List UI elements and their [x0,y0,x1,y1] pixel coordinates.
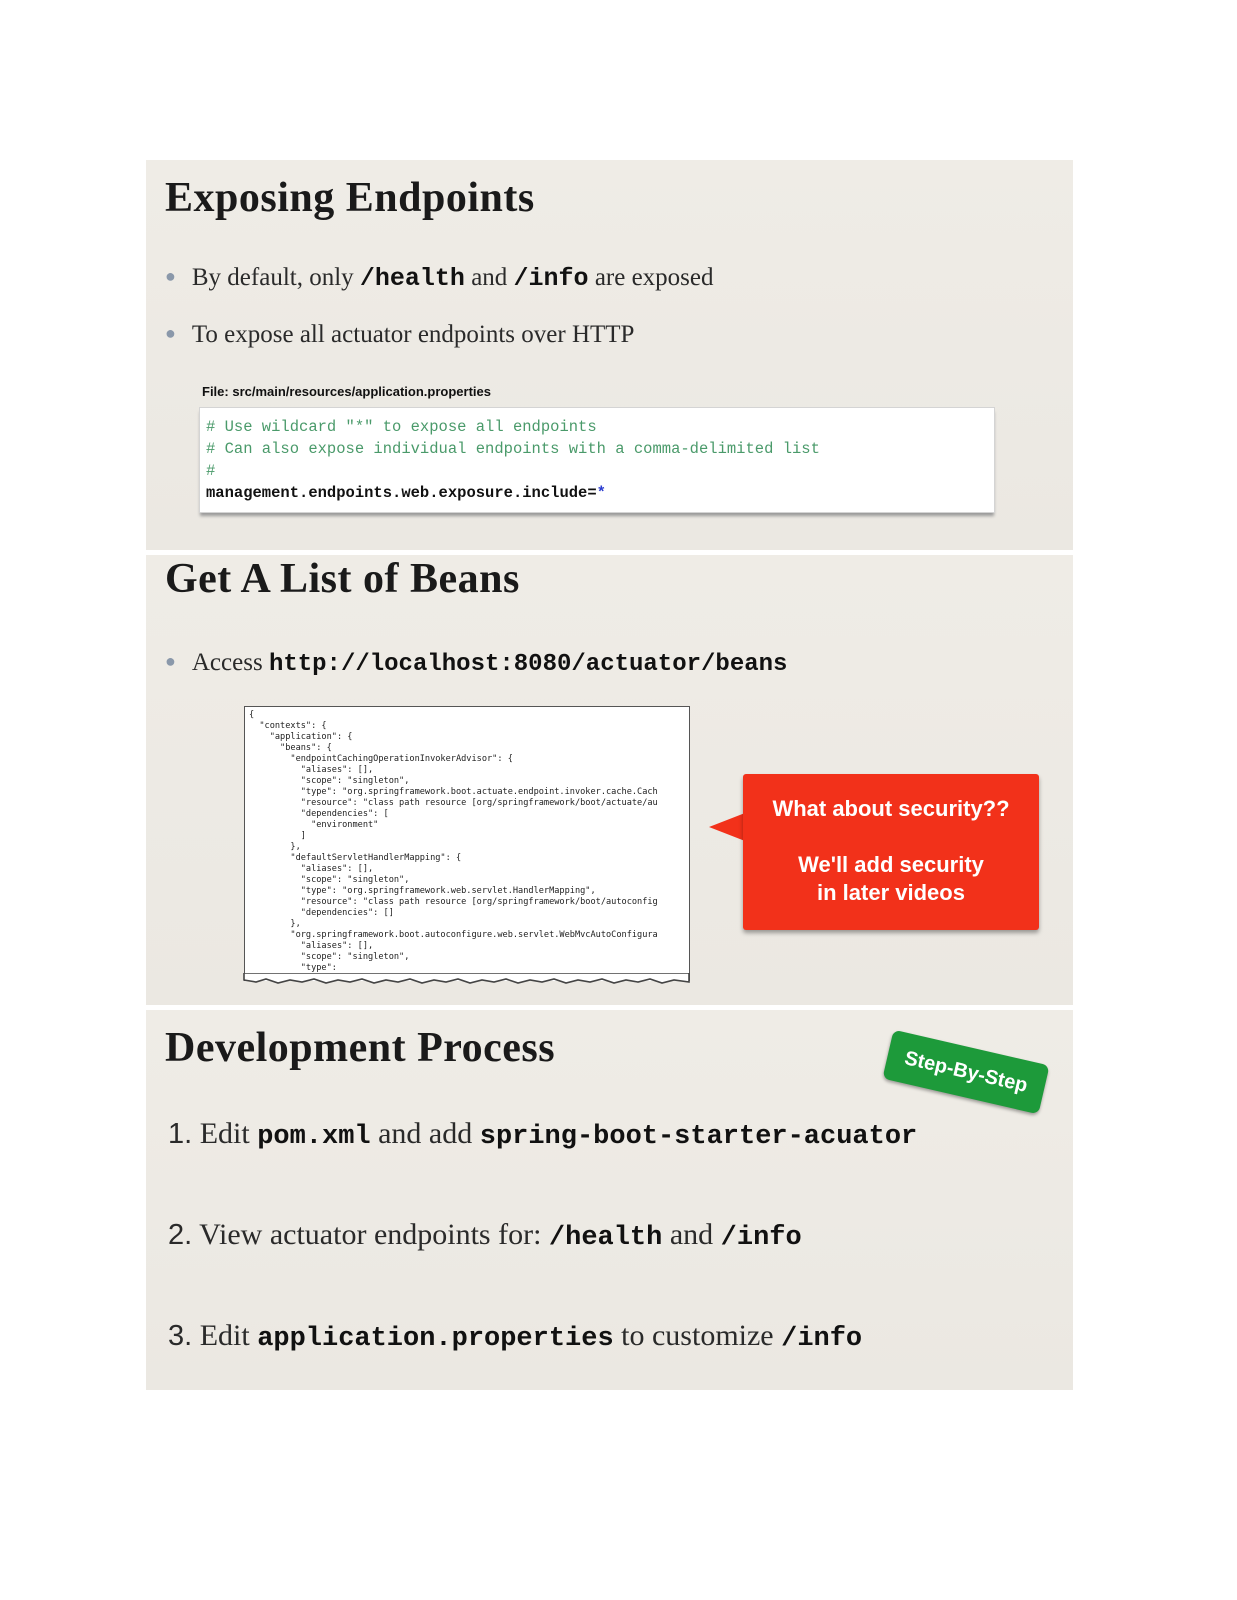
json-line: "environment" [249,820,379,830]
json-line: "aliases": [], [249,941,374,951]
json-line: }, [249,842,301,852]
bullet-dot-icon: ● [165,323,176,343]
properties-code-block [199,407,995,513]
beans-json-screenshot [244,706,690,981]
code-comment: # Can also expose individual endpoints with a comma-delimited list [206,440,820,458]
slide-development-process [146,1010,1073,1390]
json-line: "type": "org.springframework.web.servlet.HandlerMapping", [249,886,596,896]
security-callout [743,774,1039,930]
code-property-line: management.endpoints.web.exposure.include=* [206,484,606,502]
code-comment: # Use wildcard "*" to expose all endpoints [206,418,597,436]
json-line: "beans": { [249,743,332,753]
json-line: "scope": "singleton", [249,776,410,786]
file-path-label: File: src/main/resources/application.properties [202,384,491,399]
json-line: "resource": "class path resource [org/springframework/boot/autoconfig [249,897,658,907]
slide-title: Development Process [165,1025,556,1071]
json-line: "type": [249,963,337,973]
bullet-dot-icon: ● [165,266,176,286]
bullet-default-exposed: ● By default, only /health and /info are exposed [165,264,714,293]
slide-list-of-beans [146,555,1073,1005]
torn-edge [242,973,692,987]
slide-exposing-endpoints [146,160,1073,550]
health-endpoint: /health [359,264,465,293]
json-line: "org.springframework.boot.autoconfigure.web.servlet.WebMvcAutoConfigura [249,930,658,940]
json-line: "resource": "class path resource [org/springframework/boot/actuate/au [249,798,658,808]
json-line: "dependencies": [ [249,809,389,819]
slide-title: Exposing Endpoints [165,175,535,221]
info-endpoint: /info [513,264,589,293]
json-line: "aliases": [], [249,864,374,874]
json-line: "endpointCachingOperationInvokerAdvisor": { [249,754,513,764]
beans-url: http://localhost:8080/actuator/beans [268,651,788,678]
json-line: ] [249,831,306,841]
slide-title: Get A List of Beans [165,556,520,602]
bullet-access-url: ● Access http://localhost:8080/actuator/beans [165,649,788,678]
json-line: "scope": "singleton", [249,875,410,885]
json-line: "dependencies": [] [249,908,394,918]
json-line: "contexts": { [249,721,327,731]
bullet-dot-icon: ● [165,651,176,671]
json-line: "scope": "singleton", [249,952,410,962]
callout-answer: We'll add security [798,852,984,877]
code-comment: # [206,462,216,480]
step-item: 2. View actuator endpoints for: /health and /info [168,1218,802,1253]
callout-answer: in later videos [817,880,965,905]
step-item: 1. Edit pom.xml and add spring-boot-starter-acuator [168,1117,918,1152]
step-item: 3. Edit application.properties to customize /info [168,1319,863,1354]
json-line: }, [249,919,301,929]
json-line: "application": { [249,732,353,742]
callout-question: What about security?? [772,796,1010,821]
json-line: "type": "org.springframework.boot.actuate.endpoint.invoker.cache.Cach [249,787,658,797]
bullet-expose-all: ● To expose all actuator endpoints over HTTP [165,321,635,348]
json-line: "defaultServletHandlerMapping": { [249,853,462,863]
json-line: "aliases": [], [249,765,374,775]
step-by-step-badge: Step-By-Step [882,1030,1049,1115]
json-line: { [249,710,255,720]
